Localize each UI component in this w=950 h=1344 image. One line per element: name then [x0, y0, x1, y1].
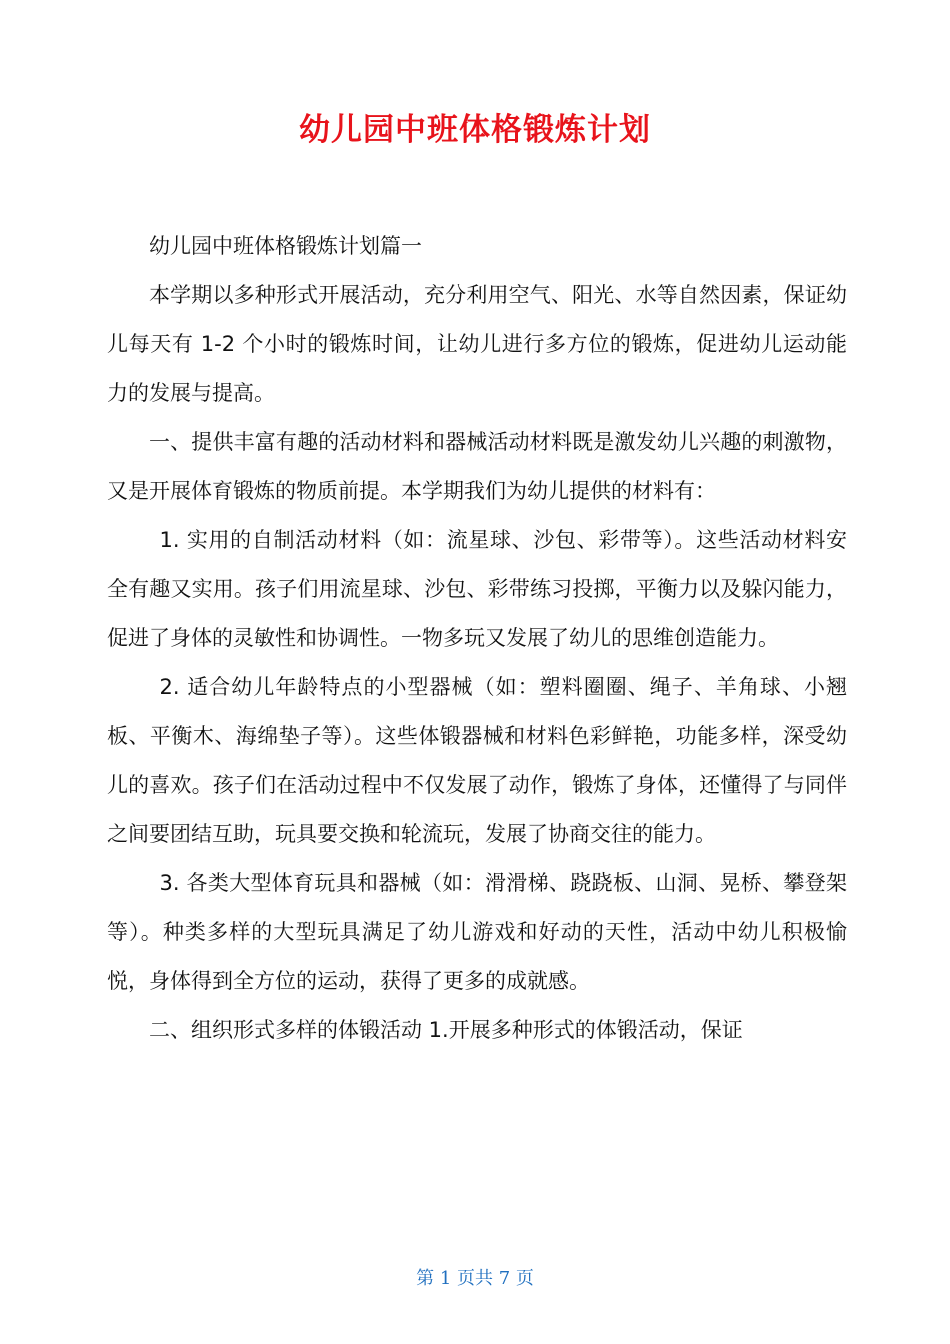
- section-heading: 幼儿园中班体格锻炼计划篇一: [149, 234, 422, 258]
- page-title: 幼儿园中班体格锻炼计划: [299, 112, 651, 148]
- paragraph-section-two: 二、组织形式多样的体锻活动 1.开展多种形式的体锻活动，保证: [149, 1018, 743, 1042]
- list-item-1: 1. 实用的自制活动材料（如：流星球、沙包、彩带等）。这些活动材料安全有趣又实用。孩子们用流星球、沙包、彩带练习投掷，平衡力以及躲闪能力，促进了身体的灵敏性和协调性。一物多玩又发展了幼儿的思维创造能力。: [107, 528, 847, 650]
- paragraph-section-one: 一、提供丰富有趣的活动材料和器械活动材料既是激发幼儿兴趣的刺激物，又是开展体育锻炼的物质前提。本学期我们为幼儿提供的材料有：: [107, 430, 847, 503]
- page-number-footer: 第 1 页共 7 页: [416, 1268, 534, 1289]
- list-item-2: 2. 适合幼儿年龄特点的小型器械（如：塑料圈圈、绳子、羊角球、小翘板、平衡木、海绵垫子等）。这些体锻器械和材料色彩鲜艳，功能多样，深受幼儿的喜欢。孩子们在活动过程中不仅发展了动作，锻炼了身体，还懂得了与同伴之间要团结互助，玩具要交换和轮流玩，发展了协商交往的能力。: [107, 675, 847, 846]
- paragraph-intro: 本学期以多种形式开展活动，充分利用空气、阳光、水等自然因素，保证幼儿每天有 1-2 个小时的锻炼时间，让幼儿进行多方位的锻炼，促进幼儿运动能力的发展与提高。: [107, 283, 847, 405]
- document-body: [107, 222, 847, 1055]
- list-item-3: 3. 各类大型体育玩具和器械（如：滑滑梯、跷跷板、山洞、晃桥、攀登架等）。种类多样的大型玩具满足了幼儿游戏和好动的天性，活动中幼儿积极愉悦，身体得到全方位的运动，获得了更多的成就感。: [107, 871, 847, 993]
